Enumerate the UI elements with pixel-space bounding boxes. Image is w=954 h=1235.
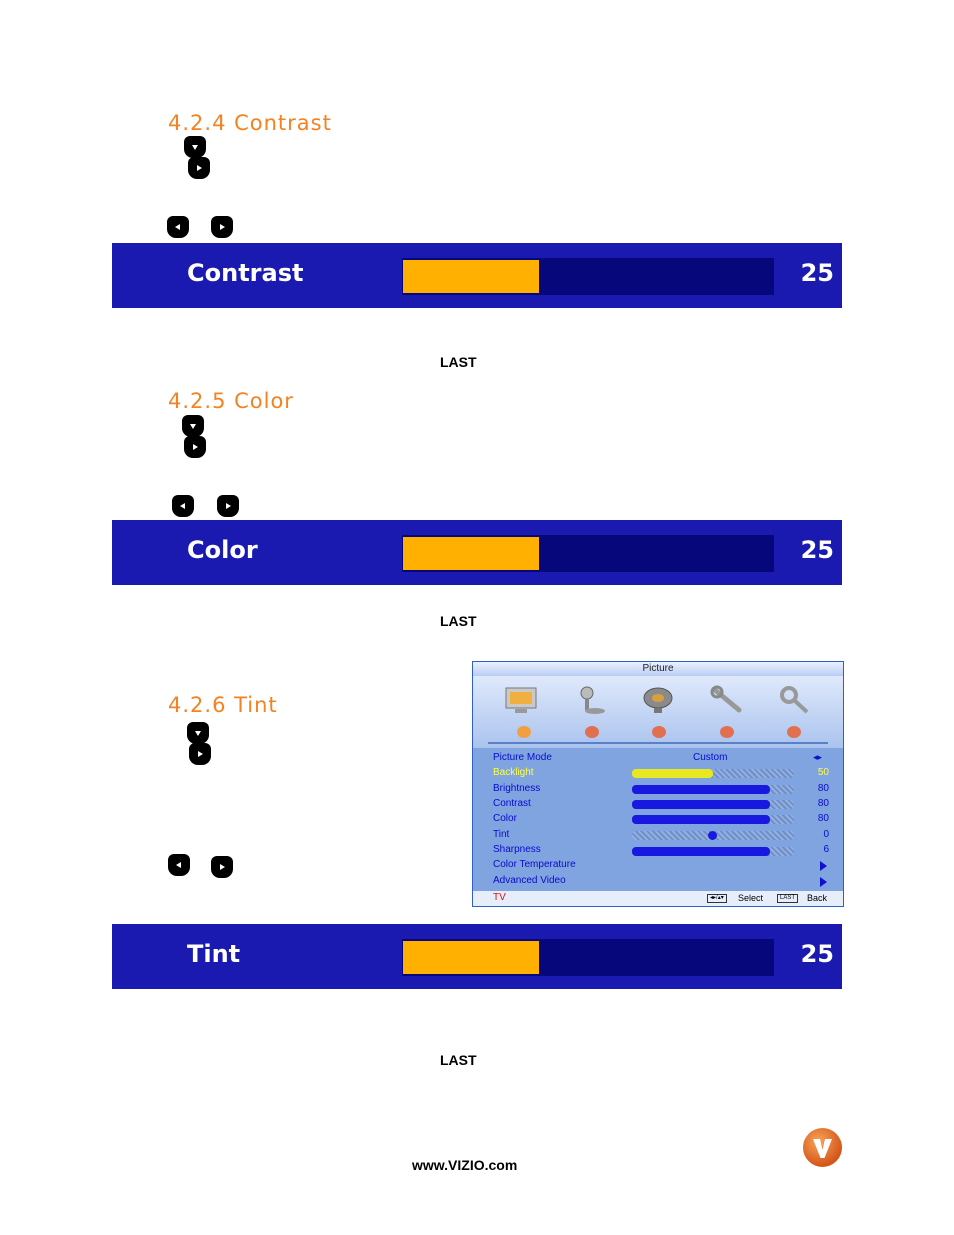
right-arrow-icon (184, 436, 206, 458)
submenu-arrow-icon (820, 877, 827, 887)
menu-row-advanced-video: Advanced Video (493, 875, 566, 886)
color-slider (632, 815, 794, 824)
select-label: Select (738, 893, 764, 903)
last-key-label: LAST (440, 354, 477, 370)
menu-row-picture-mode: Picture Mode (493, 752, 552, 763)
brightness-slider (632, 785, 794, 794)
osd-value: 25 (800, 536, 834, 564)
right-arrow-icon (211, 216, 233, 238)
left-arrow-icon (168, 854, 190, 876)
right-arrow-icon (211, 856, 233, 878)
divider (488, 742, 828, 744)
navigation-keys-icon: ◂▸/▴▾ (707, 893, 727, 903)
right-arrow-icon (188, 157, 210, 179)
last-key-label: LAST (440, 613, 477, 629)
osd-bar-contrast (112, 243, 842, 308)
picture-icon (503, 684, 539, 716)
picture-mode-value: Custom (693, 752, 728, 763)
osd-label: Tint (187, 940, 241, 968)
left-arrow-icon (167, 216, 189, 238)
parental-icon (777, 684, 813, 716)
right-arrow-icon (189, 743, 211, 765)
osd-bar-tint (112, 924, 842, 989)
slider-fill (632, 785, 770, 794)
menu-row-contrast: Contrast (493, 798, 531, 809)
last-key-icon (777, 893, 798, 903)
slider-fill (632, 800, 770, 809)
left-right-arrows-icon: ◂▸ (813, 752, 823, 762)
tv-icon (640, 684, 676, 716)
menu-row-brightness: Brightness (493, 783, 541, 794)
tv-menu-header: Picture (473, 662, 843, 676)
section-title-color: 4.2.5 Color (168, 389, 294, 413)
last-key-text: LAST (777, 894, 798, 903)
right-arrow-icon (217, 495, 239, 517)
footer-url: www.VIZIO.com (412, 1157, 518, 1173)
slider-fill (632, 769, 713, 778)
osd-value: 25 (800, 940, 834, 968)
tab-dot-icon (517, 726, 531, 738)
section-title-tint: 4.2.6 Tint (168, 693, 278, 717)
menu-row-color: Color (493, 813, 517, 824)
sharpness-value: 6 (823, 844, 829, 855)
osd-label: Contrast (187, 259, 304, 287)
color-value: 80 (817, 813, 829, 824)
tint-value: 0 (823, 829, 829, 840)
tint-slider (632, 831, 794, 840)
osd-slider-track (402, 939, 774, 976)
vizio-logo-icon (803, 1128, 842, 1167)
setup-icon (709, 684, 745, 716)
backlight-value: 50 (817, 767, 829, 778)
tab-dot-icon (585, 726, 599, 738)
brightness-value: 80 (817, 783, 829, 794)
osd-slider-fill (403, 260, 539, 293)
osd-slider-fill (403, 941, 539, 974)
down-arrow-icon (184, 136, 206, 158)
menu-row-color-temperature: Color Temperature (493, 859, 576, 870)
contrast-value: 80 (817, 798, 829, 809)
sharpness-slider (632, 847, 794, 856)
submenu-arrow-icon (820, 861, 827, 871)
left-arrow-icon (172, 495, 194, 517)
osd-slider-fill (403, 537, 539, 570)
down-arrow-icon (182, 415, 204, 437)
section-title-contrast: 4.2.4 Contrast (168, 111, 332, 135)
tv-menu-icon-row (473, 676, 843, 748)
back-label: Back (807, 893, 828, 903)
slider-fill (632, 815, 770, 824)
tv-picture-menu (472, 661, 844, 907)
tint-knob (708, 831, 717, 840)
menu-row-tint: Tint (493, 829, 510, 840)
input-source: TV (493, 892, 506, 903)
last-key-label: LAST (440, 1052, 477, 1068)
contrast-slider (632, 800, 794, 809)
down-arrow-icon (187, 722, 209, 744)
osd-value: 25 (800, 259, 834, 287)
audio-icon (573, 684, 609, 716)
osd-label: Color (187, 536, 258, 564)
tab-dot-icon (787, 726, 801, 738)
tab-dot-icon (652, 726, 666, 738)
backlight-slider (632, 769, 794, 778)
tv-menu-footer (473, 891, 843, 906)
osd-bar-color (112, 520, 842, 585)
slider-fill (632, 847, 770, 856)
osd-slider-track (402, 535, 774, 572)
tab-dot-icon (720, 726, 734, 738)
menu-row-sharpness: Sharpness (493, 844, 541, 855)
menu-row-backlight: Backlight (493, 767, 534, 778)
osd-slider-track (402, 258, 774, 295)
